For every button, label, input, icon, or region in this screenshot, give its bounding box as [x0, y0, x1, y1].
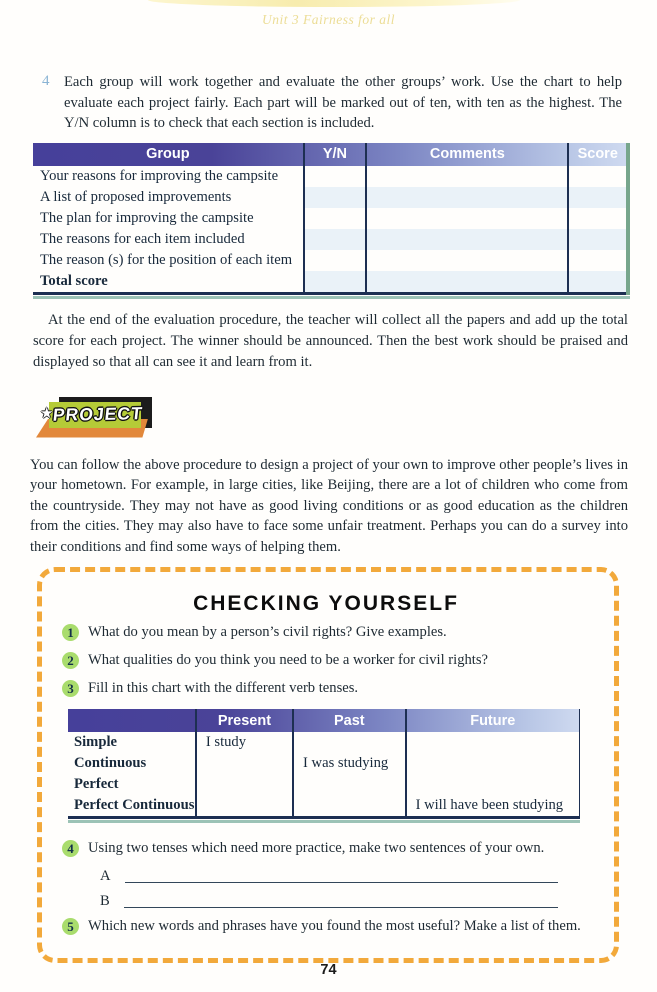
score-cell — [568, 166, 628, 187]
tense-row-label: Perfect — [74, 776, 119, 793]
question-number-badge: 3 — [62, 680, 79, 697]
yn-cell — [304, 229, 366, 250]
yn-cell — [304, 208, 366, 229]
col-header-past: Past — [293, 709, 406, 732]
group-cell: The plan for improving the campsite — [40, 209, 254, 226]
task-4 — [42, 72, 622, 134]
yn-cell — [304, 250, 366, 271]
star-icon: ★ — [40, 405, 54, 422]
question-text: What do you mean by a person’s civil rights? Give examples. — [88, 624, 447, 641]
col-header-future: Future — [406, 709, 580, 732]
question-number-badge: 2 — [62, 652, 79, 669]
group-cell: A list of proposed improvements — [40, 188, 232, 205]
tense-table — [68, 709, 580, 819]
tense-cell-future: I will have been studying — [406, 795, 580, 818]
table-row — [33, 166, 628, 187]
answer-blank — [125, 867, 558, 883]
col-header-comments: Comments — [366, 143, 568, 166]
score-cell — [568, 208, 628, 229]
table-row — [33, 187, 628, 208]
evaluation-note: At the end of the evaluation procedure, the teacher will collect all the papers and add up the total score for each project. The winner should be announced. Then the best work should be praised and displayed so that all can see it and learn from it. — [33, 311, 628, 370]
col-header-group: Group — [146, 146, 190, 162]
project-banner-label: PROJECT — [51, 402, 144, 425]
question-number-badge: 4 — [62, 840, 79, 857]
col-header-empty — [68, 709, 196, 732]
tense-row-label: Continuous — [74, 755, 147, 772]
yn-cell — [304, 166, 366, 187]
answer-row-b — [100, 892, 570, 910]
tense-row-continuous — [68, 753, 580, 774]
question-5 — [62, 915, 598, 938]
question-text: Fill in this chart with the different verb tenses. — [88, 680, 359, 697]
comments-cell — [366, 208, 568, 229]
tense-cell-present — [196, 795, 293, 818]
comments-cell — [366, 250, 568, 271]
table-row — [33, 229, 628, 250]
question-3 — [62, 677, 598, 700]
evaluation-table-header-row — [33, 143, 628, 166]
question-number-badge: 1 — [62, 624, 79, 641]
checking-yourself-title: CHECKING YOURSELF — [193, 592, 459, 616]
question-1 — [62, 621, 598, 644]
col-header-yn: Y/N — [304, 143, 366, 166]
group-cell: Your reasons for improving the campsite — [40, 167, 279, 184]
comments-cell — [366, 271, 568, 294]
tense-row-perfect-continuous — [68, 795, 580, 818]
evaluation-table — [33, 143, 630, 295]
checking-yourself-box — [37, 567, 619, 963]
tense-row-label: Simple — [74, 734, 117, 751]
col-header-score: Score — [568, 143, 628, 166]
table-row — [33, 208, 628, 229]
score-cell — [568, 271, 628, 294]
tense-row-simple — [68, 732, 580, 753]
tense-table-wrapper — [68, 709, 580, 823]
group-cell: Total score — [40, 272, 108, 289]
col-header-present: Present — [196, 709, 293, 732]
tense-cell-future — [406, 753, 580, 774]
score-cell — [568, 187, 628, 208]
yn-cell — [304, 187, 366, 208]
task-4-text: Each group will work together and evaluate the other groups’ work. Use the chart to help evaluate each project fairly. Each part will be marked out of ten, with ten as the highest. The Y/N column is to check that each section is included. — [64, 74, 622, 131]
page-number: 74 — [320, 962, 337, 978]
tense-cell-past — [293, 732, 406, 753]
tense-row-label: Perfect Continuous — [74, 797, 195, 814]
tense-cell-past — [293, 774, 406, 795]
score-cell — [568, 250, 628, 271]
question-4 — [62, 837, 598, 860]
tense-cell-present — [196, 753, 293, 774]
tense-cell-past: I was studying — [293, 753, 406, 774]
table-row-total — [33, 271, 628, 294]
tense-cell-future — [406, 774, 580, 795]
tense-cell-present — [196, 774, 293, 795]
project-banner — [36, 397, 166, 442]
answer-row-a — [100, 867, 570, 885]
unit-header: Unit 3 Fairness for all — [261, 12, 395, 27]
table-row — [33, 250, 628, 271]
answer-label: B — [100, 893, 110, 910]
question-text: Which new words and phrases have you found the most useful? Make a list of them. — [88, 918, 581, 935]
tense-cell-past — [293, 795, 406, 818]
evaluation-table-wrapper — [33, 143, 630, 299]
project-text: You can follow the above procedure to design a project of your own to improve other people’s lives in your hometown. For example, in large cities, like Beijing, there are a lot of children who come from the countryside. They may not have as good living conditions or as good education as the children from the cities. They may also have to face some unfair treatment. Perhaps you can do a survey into their conditions and find some ways of helping them. — [30, 456, 628, 555]
tense-table-header-row — [68, 709, 580, 732]
question-text: What qualities do you think you need to be a worker for civil rights? — [88, 652, 489, 669]
comments-cell — [366, 187, 568, 208]
comments-cell — [366, 166, 568, 187]
tense-cell-future — [406, 732, 580, 753]
answer-blank — [124, 892, 558, 908]
answer-label: A — [100, 868, 111, 885]
tense-row-perfect — [68, 774, 580, 795]
yn-cell — [304, 271, 366, 294]
tense-cell-present: I study — [196, 732, 293, 753]
question-text: Using two tenses which need more practice, make two sentences of your own. — [88, 840, 545, 857]
question-number-badge: 5 — [62, 918, 79, 935]
task-number: 4 — [42, 73, 50, 89]
comments-cell — [366, 229, 568, 250]
score-cell — [568, 229, 628, 250]
question-2 — [62, 649, 598, 672]
group-cell: The reasons for each item included — [40, 230, 245, 247]
group-cell: The reason (s) for the position of each item — [40, 251, 293, 268]
